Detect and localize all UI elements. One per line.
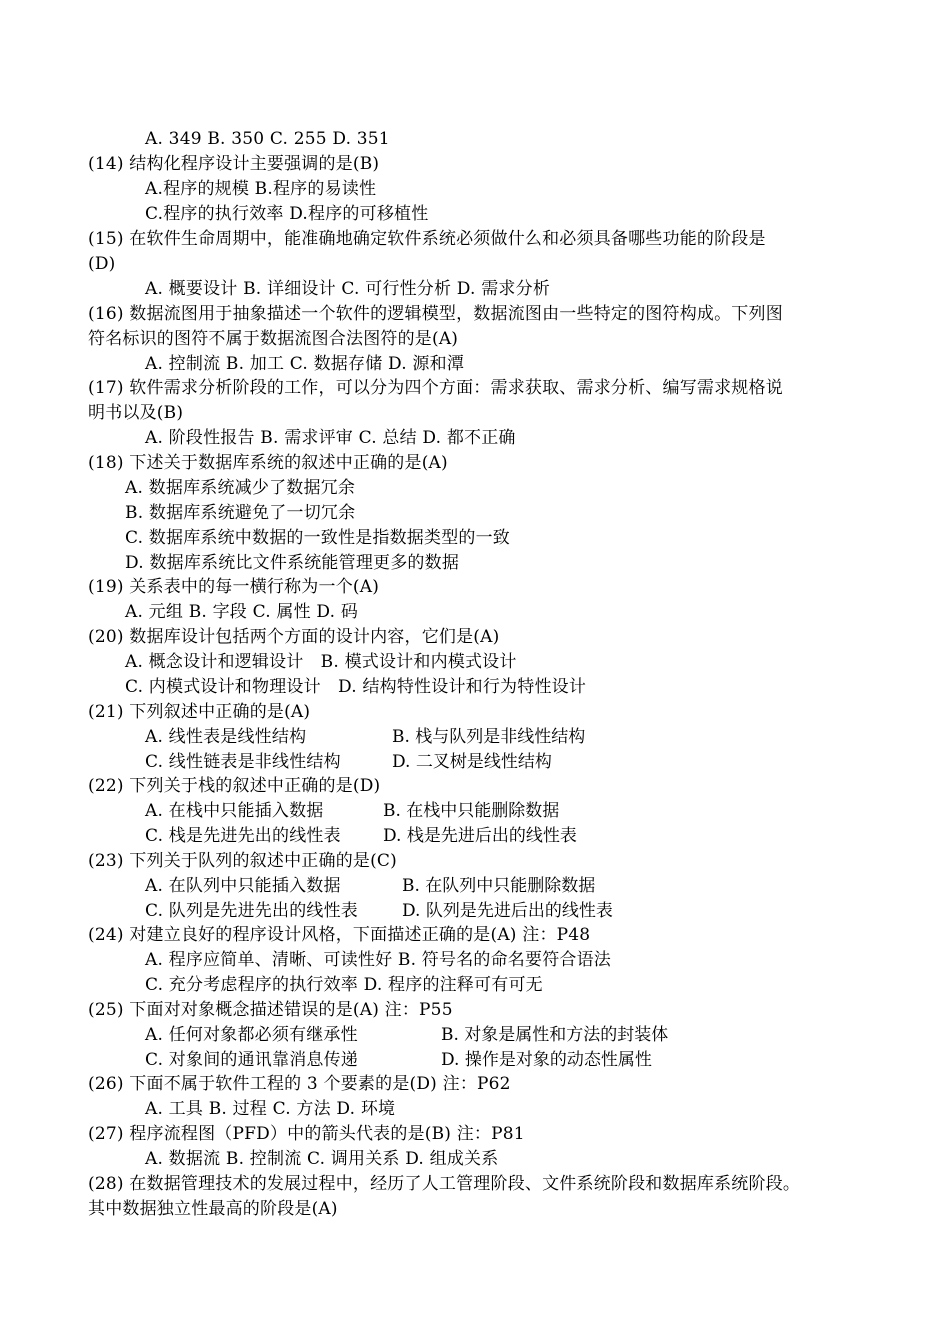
- q27-options: A. 数据流 B. 控制流 C. 调用关系 D. 组成关系: [145, 1149, 499, 1169]
- q17-stem-cont: 明书以及(B): [88, 403, 184, 423]
- q16-stem-cont: 符名标识的图符不属于数据流图合法图符的是(A): [88, 329, 459, 349]
- q22-option-a: A. 在栈中只能插入数据: [145, 801, 324, 821]
- q15-options: A. 概要设计 B. 详细设计 C. 可行性分析 D. 需求分析: [145, 279, 551, 299]
- q18-option-b: B. 数据库系统避免了一切冗余: [125, 503, 356, 523]
- q25-stem: (25) 下面对对象概念描述错误的是(A) 注：P55: [88, 1000, 453, 1020]
- q18-option-a: A. 数据库系统减少了数据冗余: [125, 478, 356, 498]
- q13-options: A. 349 B. 350 C. 255 D. 351: [145, 129, 390, 149]
- q16-stem: (16) 数据流图用于抽象描述一个软件的逻辑模型，数据流图由一些特定的图符构成。下列图: [88, 304, 783, 324]
- q28-stem: (28) 在数据管理技术的发展过程中，经历了人工管理阶段、文件系统阶段和数据库系统阶段。: [88, 1174, 801, 1194]
- q20-options-ab: A. 概念设计和逻辑设计 B. 模式设计和内模式设计: [125, 652, 517, 672]
- q23-option-a: A. 在队列中只能插入数据: [145, 876, 341, 896]
- q14-options-ab: A.程序的规模 B.程序的易读性: [145, 179, 377, 199]
- q22-option-b: B. 在栈中只能删除数据: [383, 801, 560, 821]
- q17-options: A. 阶段性报告 B. 需求评审 C. 总结 D. 都不正确: [145, 428, 516, 448]
- q18-stem: (18) 下述关于数据库系统的叙述中正确的是(A): [88, 453, 448, 473]
- q19-options: A. 元组 B. 字段 C. 属性 D. 码: [125, 602, 359, 622]
- q28-stem-cont: 其中数据独立性最高的阶段是(A): [88, 1199, 338, 1219]
- q15-stem: (15) 在软件生命周期中，能准确地确定软件系统必须做什么和必须具备哪些功能的阶段是: [88, 229, 766, 249]
- q24-stem: (24) 对建立良好的程序设计风格，下面描述正确的是(A) 注：P48: [88, 925, 591, 945]
- q21-option-b: B. 栈与队列是非线性结构: [392, 727, 586, 747]
- q20-stem: (20) 数据库设计包括两个方面的设计内容，它们是(A): [88, 627, 500, 647]
- q21-option-d: D. 二叉树是线性结构: [392, 752, 552, 772]
- q18-option-c: C. 数据库系统中数据的一致性是指数据类型的一致: [125, 528, 511, 548]
- q14-stem: (14) 结构化程序设计主要强调的是(B): [88, 154, 380, 174]
- q25-option-a: A. 任何对象都必须有继承性: [145, 1025, 358, 1045]
- q20-options-cd: C. 内模式设计和物理设计 D. 结构特性设计和行为特性设计: [125, 677, 587, 697]
- q26-options: A. 工具 B. 过程 C. 方法 D. 环境: [145, 1099, 396, 1119]
- q22-option-d: D. 栈是先进后出的线性表: [383, 826, 577, 846]
- q14-options-cd: C.程序的执行效率 D.程序的可移植性: [145, 204, 429, 224]
- q21-stem: (21) 下列叙述中正确的是(A): [88, 702, 311, 722]
- q18-option-d: D. 数据库系统比文件系统能管理更多的数据: [125, 553, 460, 573]
- q21-option-c: C. 线性链表是非线性结构: [145, 752, 341, 772]
- q23-stem: (23) 下列关于队列的叙述中正确的是(C): [88, 851, 397, 871]
- q21-option-a: A. 线性表是线性结构: [145, 727, 307, 747]
- q17-stem: (17) 软件需求分析阶段的工作，可以分为四个方面：需求获取、需求分析、编写需求规格说: [88, 378, 783, 398]
- q25-option-c: C. 对象间的通讯靠消息传递: [145, 1050, 359, 1070]
- q23-option-b: B. 在队列中只能删除数据: [402, 876, 596, 896]
- q26-stem: (26) 下面不属于软件工程的 3 个要素的是(D) 注：P62: [88, 1074, 511, 1094]
- q22-stem: (22) 下列关于栈的叙述中正确的是(D): [88, 776, 381, 796]
- q15-stem-cont: (D): [88, 254, 116, 274]
- q27-stem: (27) 程序流程图（PFD）中的箭头代表的是(B) 注：P81: [88, 1124, 525, 1144]
- q22-option-c: C. 栈是先进先出的线性表: [145, 826, 341, 846]
- q16-options: A. 控制流 B. 加工 C. 数据存储 D. 源和潭: [145, 354, 465, 374]
- q25-option-d: D. 操作是对象的动态性属性: [441, 1050, 652, 1070]
- q23-option-d: D. 队列是先进后出的线性表: [402, 901, 613, 921]
- q23-option-c: C. 队列是先进先出的线性表: [145, 901, 359, 921]
- q25-option-b: B. 对象是属性和方法的封装体: [441, 1025, 669, 1045]
- q24-options-ab: A. 程序应简单、清晰、可读性好 B. 符号名的命名要符合语法: [145, 950, 611, 970]
- q24-options-cd: C. 充分考虑程序的执行效率 D. 程序的注释可有可无: [145, 975, 543, 995]
- q19-stem: (19) 关系表中的每一横行称为一个(A): [88, 577, 380, 597]
